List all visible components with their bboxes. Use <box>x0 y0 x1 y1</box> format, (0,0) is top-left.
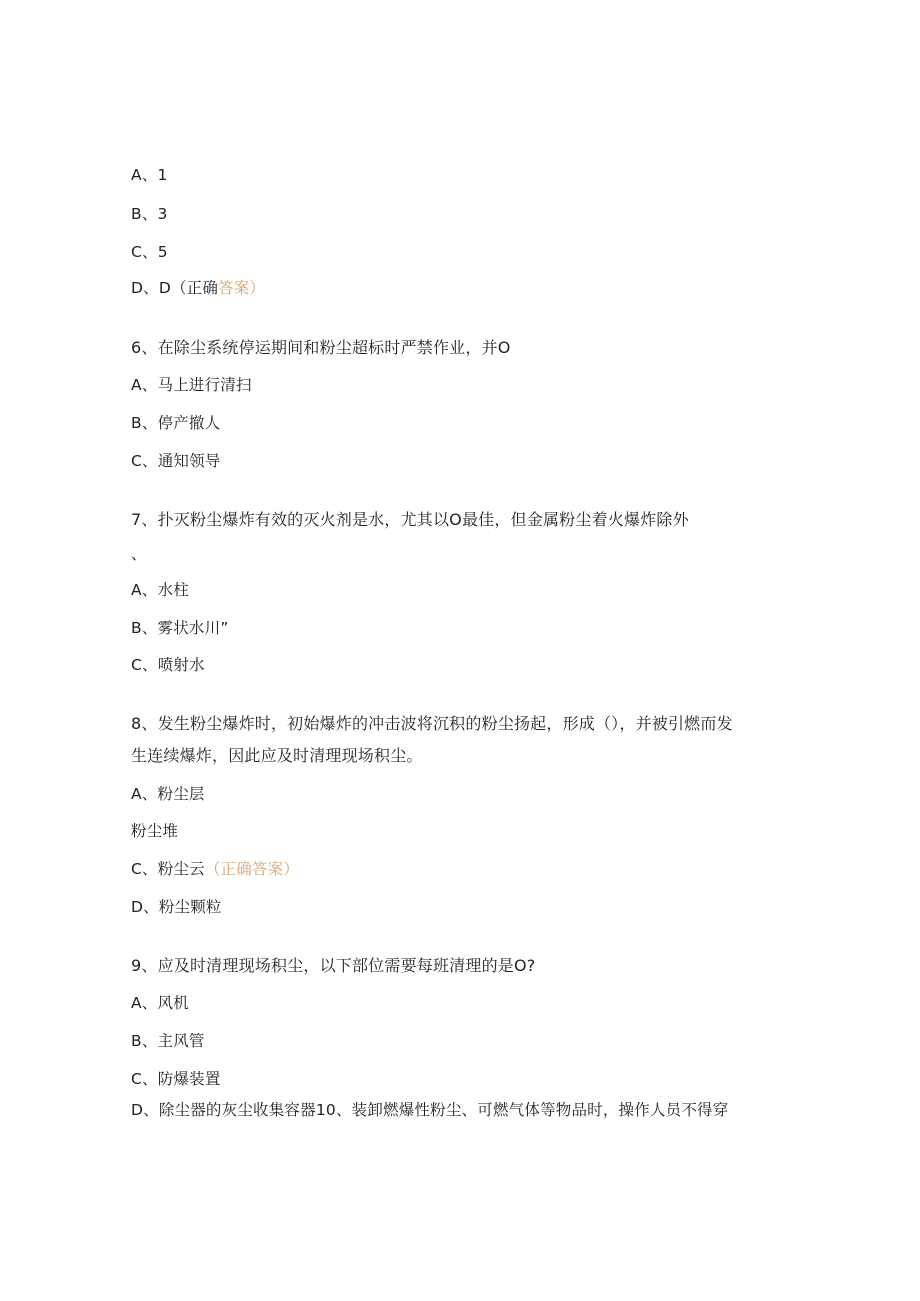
option-c-q5: C、5 <box>131 243 168 261</box>
option-b-q9: B、主风管 <box>131 1032 205 1050</box>
option-a-q7: A、水柱 <box>131 581 189 599</box>
option-d-q9: D、除尘器的灰尘收集容器10、装卸燃爆性粉尘、可燃气体等物品时，操作人员不得穿 <box>131 1101 729 1119</box>
option-d-q5: D、D（正确答案） <box>131 279 266 297</box>
question-7: 7、扑灭粉尘爆炸有效的灭火剂是水，尤其以O最佳，但金属粉尘着火爆炸除外 <box>131 510 689 529</box>
option-c-q9: C、防爆装置 <box>131 1070 221 1088</box>
question-8-continuation: 生连续爆炸，因此应及时清理现场积尘。 <box>131 746 423 765</box>
option-b-q7: B、雾状水川” <box>131 619 229 637</box>
question-7-continuation: 、 <box>131 545 147 563</box>
option-c-q8: C、粉尘云（正确答案） <box>131 860 300 878</box>
option-b-q8: 粉尘堆 <box>131 822 179 840</box>
option-b-q6: B、停产撤人 <box>131 414 221 432</box>
option-b-q5: B、3 <box>131 205 168 223</box>
option-a-q8: A、粉尘层 <box>131 785 205 803</box>
option-c-q6: C、通知领导 <box>131 452 221 470</box>
option-a-q5: A、1 <box>131 166 168 184</box>
option-c-q7: C、喷射水 <box>131 656 205 674</box>
correct-answer-mark: 答案） <box>218 279 266 297</box>
option-a-q9: A、风机 <box>131 994 189 1012</box>
question-8: 8、发生粉尘爆炸时，初始爆炸的冲击波将沉积的粉尘扬起，形成（），并被引燃而发 <box>131 714 733 733</box>
option-a-q6: A、马上进行清扫 <box>131 376 252 394</box>
question-6: 6、在除尘系统停运期间和粉尘超标时严禁作业，并O <box>131 338 511 357</box>
question-9: 9、应及时清理现场积尘，以下部位需要每班清理的是O? <box>131 956 536 975</box>
correct-answer-mark: （正确答案） <box>204 860 300 878</box>
option-d-q8: D、粉尘颗粒 <box>131 898 222 916</box>
